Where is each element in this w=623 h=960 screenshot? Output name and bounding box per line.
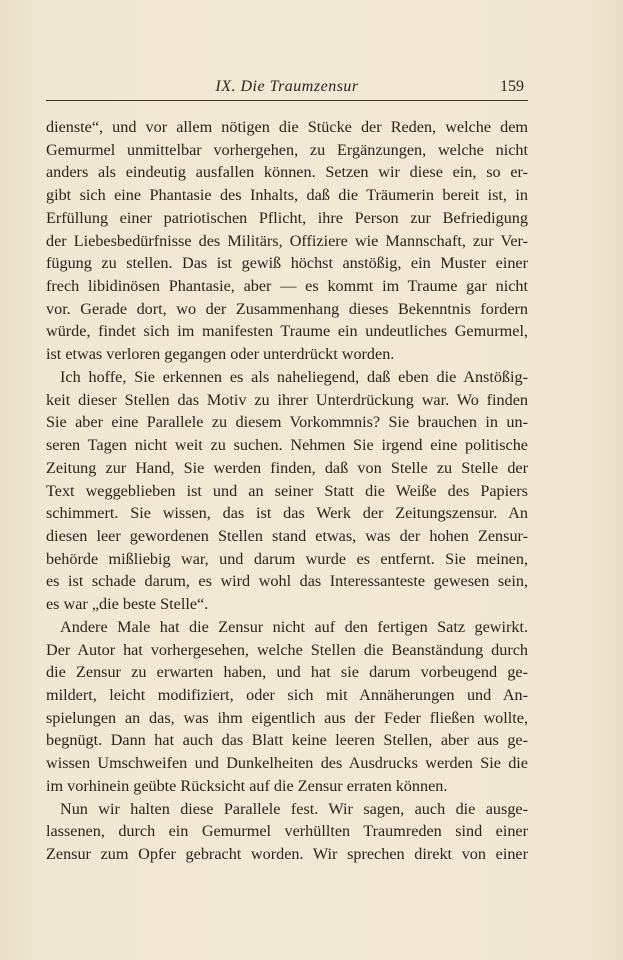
text-line: Sie aber eine Parallele zu diesem Vorkommnis? Sie brauchen in un-	[46, 413, 528, 432]
text-line: dienste“, und vor allem nötigen die Stücke der Reden, welche dem	[46, 118, 528, 136]
running-header	[46, 74, 528, 101]
text-line: spielungen an das, was ihm eigentlich aus der Feder fließen wollte,	[46, 708, 528, 727]
text-line: Text weggeblieben ist und an seiner Statt die Weiße des Papiers	[46, 481, 528, 500]
text-line: wissen Umschweifen und Dunkelheiten des Ausdrucks werden Sie die	[46, 754, 528, 773]
text-line: Zeitung zur Hand, Sie werden finden, daß von Stelle zu Stelle der	[46, 458, 528, 477]
text-line: begnügt. Dann hat auch das Blatt keine leeren Stellen, aber aus ge-	[46, 731, 528, 750]
text-line: Andere Male hat die Zensur nicht auf den fertigen Satz gewirkt.	[60, 617, 528, 636]
text-line: es ist schade darum, es wird wohl das Interessanteste gewesen sein,	[46, 572, 528, 591]
text-line: Zensur zum Opfer gebracht worden. Wir sprechen direkt von einer	[46, 845, 528, 863]
text-line: mildert, leicht modifiziert, oder sich mit Annäherungen und An-	[46, 685, 528, 704]
text-line: behörde mißliebig war, und darum wurde es entfernt. Sie meinen,	[46, 549, 528, 568]
page-number: 159	[500, 78, 524, 95]
body-text	[46, 116, 528, 866]
text-line: würde, findet sich im manifesten Traume ein undeutliches Gemurmel,	[46, 322, 528, 341]
text-line: schimmert. Sie wissen, das ist das Werk der Zeitungszensur. An	[46, 504, 528, 523]
text-line: diesen leer gewordenen Stellen stand etwas, was der hohen Zensur-	[46, 526, 528, 545]
text-line: Nun wir halten diese Parallele fest. Wir sagen, auch die ausge-	[60, 799, 528, 818]
text-line: im vorhinein geübte Rücksicht auf die Zensur erraten können.	[46, 776, 448, 795]
text-line: Gemurmel unmittelbar vorhergehen, zu Ergänzungen, welche nicht	[46, 140, 528, 159]
text-line: Ich hoffe, Sie erkennen es als naheliegend, daß eben die Anstößig-	[60, 367, 528, 386]
text-line: es war „die beste Stelle“.	[46, 595, 209, 614]
text-line: vor. Gerade dort, wo der Zusammenhang dieses Bekenntnis fordern	[46, 299, 528, 318]
text-line: anders als eindeutig ausfallen können. Setzen wir diese ein, so er-	[46, 163, 528, 182]
text-line: ist etwas verloren gegangen oder unterdrückt worden.	[46, 345, 395, 364]
text-line: lassenen, durch ein Gemurmel verhüllten Traumreden sind einer	[46, 822, 528, 841]
text-line: Erfüllung einer patriotischen Pflicht, ihre Person zur Befriedigung	[46, 208, 528, 227]
text-line: gibt sich eine Phantasie des Inhalts, daß die Träumerin bereit ist, in	[46, 186, 528, 205]
text-line: der Liebesbedürfnisse des Militärs, Offiziere wie Mannschaft, zur Ver-	[46, 231, 528, 250]
text-line: fügung zu stellen. Das ist gewiß höchst anstößig, ein Muster einer	[46, 254, 528, 273]
text-line: die Zensur zu erwarten haben, und hat sie darum vorbeugend ge-	[46, 663, 528, 682]
text-line: frech libidinösen Phantasie, aber — es kommt im Traume gar nicht	[46, 277, 528, 296]
text-line: Der Autor hat vorhergesehen, welche Stellen die Beanständung durch	[46, 640, 528, 659]
text-line: keit dieser Stellen das Motiv zu ihrer Unterdrückung war. Wo finden	[46, 390, 528, 409]
chapter-title: IX. Die Traumzensur	[215, 78, 359, 95]
text-line: seren Tagen nicht weit zu suchen. Nehmen Sie irgend eine politische	[46, 436, 528, 455]
